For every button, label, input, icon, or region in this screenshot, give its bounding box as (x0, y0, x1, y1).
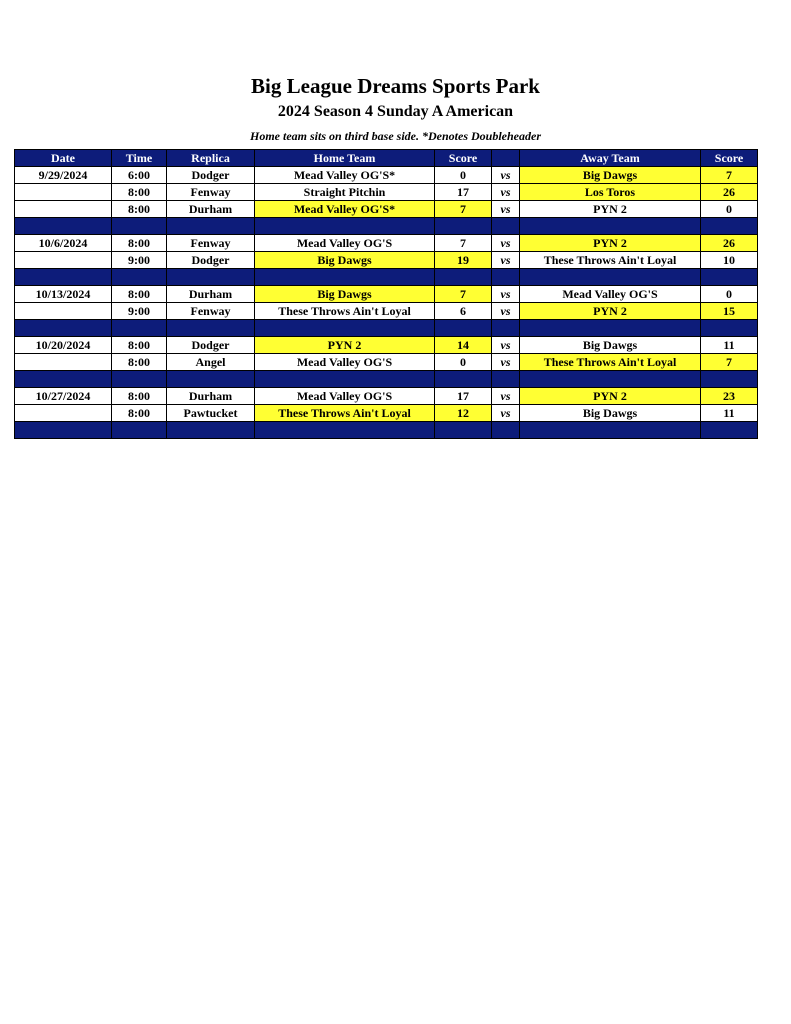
game-row (15, 388, 758, 405)
separator-cell (435, 422, 492, 439)
away-score: 11 (701, 405, 758, 422)
game-row (15, 201, 758, 218)
game-row (15, 167, 758, 184)
away-score: 23 (701, 388, 758, 405)
header-vs (492, 150, 520, 167)
separator-cell (255, 371, 435, 388)
replica-field: Pawtucket (167, 405, 255, 422)
replica-field: Fenway (167, 184, 255, 201)
game-date: 10/6/2024 (15, 235, 112, 252)
header-home-team: Home Team (255, 150, 435, 167)
game-row (15, 303, 758, 320)
separator-cell (255, 422, 435, 439)
vs-label: vs (492, 388, 520, 405)
separator-cell (112, 269, 167, 286)
game-time: 8:00 (112, 235, 167, 252)
separator-cell (701, 320, 758, 337)
game-row (15, 252, 758, 269)
separator-cell (492, 320, 520, 337)
replica-field: Durham (167, 201, 255, 218)
game-time: 8:00 (112, 286, 167, 303)
home-team: Mead Valley OG'S (255, 354, 435, 371)
away-team: These Throws Ain't Loyal (520, 252, 701, 269)
home-team: Straight Pitchin (255, 184, 435, 201)
separator-cell (112, 371, 167, 388)
replica-field: Fenway (167, 235, 255, 252)
game-date: 9/29/2024 (15, 167, 112, 184)
replica-field: Durham (167, 286, 255, 303)
away-team: Big Dawgs (520, 337, 701, 354)
separator-cell (435, 218, 492, 235)
away-score: 7 (701, 167, 758, 184)
separator-cell (167, 371, 255, 388)
away-score: 7 (701, 354, 758, 371)
header-home-score: Score (435, 150, 492, 167)
home-score: 7 (435, 235, 492, 252)
separator-cell (435, 269, 492, 286)
game-time: 8:00 (112, 201, 167, 218)
game-date (15, 303, 112, 320)
vs-label: vs (492, 303, 520, 320)
game-date (15, 252, 112, 269)
away-score: 15 (701, 303, 758, 320)
replica-field: Angel (167, 354, 255, 371)
game-date (15, 405, 112, 422)
game-time: 6:00 (112, 167, 167, 184)
game-row (15, 184, 758, 201)
home-team: Mead Valley OG'S (255, 235, 435, 252)
game-date: 10/13/2024 (15, 286, 112, 303)
home-score: 17 (435, 184, 492, 201)
game-date (15, 184, 112, 201)
away-team: Big Dawgs (520, 405, 701, 422)
separator-cell (701, 371, 758, 388)
home-score: 6 (435, 303, 492, 320)
separator-cell (701, 269, 758, 286)
away-score: 26 (701, 184, 758, 201)
away-team: PYN 2 (520, 388, 701, 405)
header-away-score: Score (701, 150, 758, 167)
replica-field: Dodger (167, 337, 255, 354)
away-team: PYN 2 (520, 235, 701, 252)
separator-cell (167, 422, 255, 439)
separator-cell (112, 422, 167, 439)
separator-cell (167, 269, 255, 286)
game-time: 9:00 (112, 252, 167, 269)
page-title: Big League Dreams Sports Park (251, 74, 540, 98)
separator-cell (15, 218, 112, 235)
vs-label: vs (492, 201, 520, 218)
game-time: 8:00 (112, 354, 167, 371)
schedule-note: Home team sits on third base side. *Denotes Doubleheader (250, 129, 541, 143)
vs-label: vs (492, 167, 520, 184)
vs-label: vs (492, 184, 520, 201)
game-row (15, 405, 758, 422)
home-score: 7 (435, 201, 492, 218)
schedule-body (15, 167, 758, 439)
replica-field: Dodger (167, 167, 255, 184)
home-team: Mead Valley OG'S (255, 388, 435, 405)
separator-cell (15, 371, 112, 388)
separator-cell (255, 218, 435, 235)
schedule-table (14, 149, 758, 439)
header-row (15, 150, 758, 167)
vs-label: vs (492, 337, 520, 354)
away-team: Mead Valley OG'S (520, 286, 701, 303)
replica-field: Dodger (167, 252, 255, 269)
vs-label: vs (492, 354, 520, 371)
header-time: Time (112, 150, 167, 167)
away-team: Los Toros (520, 184, 701, 201)
header-date: Date (15, 150, 112, 167)
game-time: 9:00 (112, 303, 167, 320)
home-score: 0 (435, 354, 492, 371)
separator-cell (255, 320, 435, 337)
home-team: Mead Valley OG'S* (255, 167, 435, 184)
header-replica: Replica (167, 150, 255, 167)
home-team: Mead Valley OG'S* (255, 201, 435, 218)
game-date (15, 201, 112, 218)
home-team: Big Dawgs (255, 252, 435, 269)
separator-cell (255, 269, 435, 286)
away-score: 0 (701, 286, 758, 303)
separator-cell (520, 269, 701, 286)
separator-cell (435, 320, 492, 337)
separator-cell (520, 422, 701, 439)
away-team: These Throws Ain't Loyal (520, 354, 701, 371)
vs-label: vs (492, 405, 520, 422)
separator-cell (492, 269, 520, 286)
separator-cell (167, 320, 255, 337)
away-team: PYN 2 (520, 303, 701, 320)
week-separator-row (15, 320, 758, 337)
game-time: 8:00 (112, 405, 167, 422)
home-team: These Throws Ain't Loyal (255, 303, 435, 320)
home-score: 7 (435, 286, 492, 303)
header-away-team: Away Team (520, 150, 701, 167)
vs-label: vs (492, 286, 520, 303)
separator-cell (15, 269, 112, 286)
week-separator-row (15, 422, 758, 439)
home-team: PYN 2 (255, 337, 435, 354)
week-separator-row (15, 371, 758, 388)
home-team: Big Dawgs (255, 286, 435, 303)
game-row (15, 235, 758, 252)
game-row (15, 286, 758, 303)
separator-cell (520, 371, 701, 388)
week-separator-row (15, 218, 758, 235)
separator-cell (520, 320, 701, 337)
game-time: 8:00 (112, 337, 167, 354)
separator-cell (492, 422, 520, 439)
away-team: PYN 2 (520, 201, 701, 218)
home-score: 12 (435, 405, 492, 422)
game-row (15, 337, 758, 354)
home-score: 19 (435, 252, 492, 269)
week-separator-row (15, 269, 758, 286)
separator-cell (520, 218, 701, 235)
game-date (15, 354, 112, 371)
away-score: 11 (701, 337, 758, 354)
home-score: 17 (435, 388, 492, 405)
separator-cell (701, 422, 758, 439)
game-time: 8:00 (112, 388, 167, 405)
away-score: 26 (701, 235, 758, 252)
separator-cell (492, 218, 520, 235)
separator-cell (15, 320, 112, 337)
game-row (15, 354, 758, 371)
game-date: 10/27/2024 (15, 388, 112, 405)
separator-cell (167, 218, 255, 235)
separator-cell (435, 371, 492, 388)
away-score: 10 (701, 252, 758, 269)
home-score: 14 (435, 337, 492, 354)
vs-label: vs (492, 252, 520, 269)
separator-cell (15, 422, 112, 439)
away-team: Big Dawgs (520, 167, 701, 184)
game-date: 10/20/2024 (15, 337, 112, 354)
vs-label: vs (492, 235, 520, 252)
separator-cell (701, 218, 758, 235)
home-team: These Throws Ain't Loyal (255, 405, 435, 422)
separator-cell (112, 218, 167, 235)
separator-cell (492, 371, 520, 388)
away-score: 0 (701, 201, 758, 218)
replica-field: Fenway (167, 303, 255, 320)
separator-cell (112, 320, 167, 337)
replica-field: Durham (167, 388, 255, 405)
page-subtitle: 2024 Season 4 Sunday A American (277, 103, 514, 120)
game-time: 8:00 (112, 184, 167, 201)
home-score: 0 (435, 167, 492, 184)
